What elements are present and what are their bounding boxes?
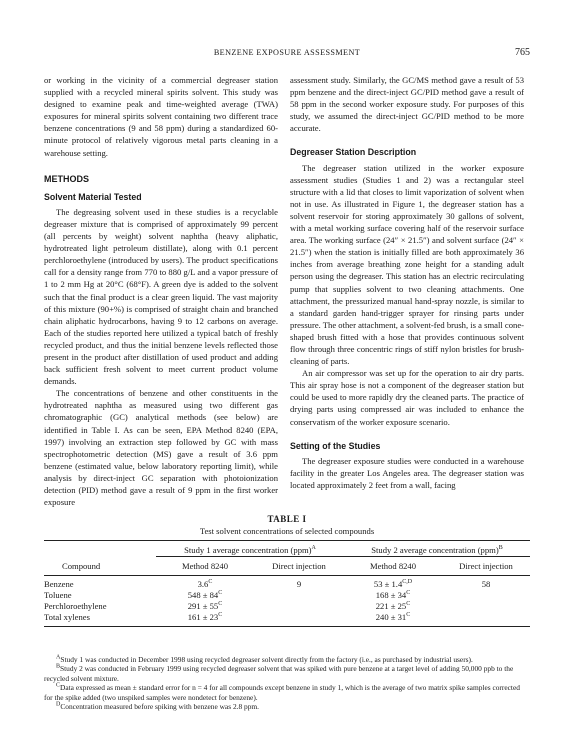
station-paragraph-1: The degreaser station utilized in the worker exposure assessment studies (Studies 1 and 2) was a rectangular steel structure with a lid that closes to limit vaporization of solvent when not in use. As illustrated in Figure 1, the degreaser station has a solvent reservoir for storing approximately 30 gallons of solvent, with a metal working surface covering half of the reservoir surface area. The working surface (24″ × 21.5″) and solvent surface (24″ × 21.5″) when the station is initially filled are both approximately 36 inches from average breathing zone height for a standing adult person using the degreaser. This station has an electric recirculating pump that supplies solvent to two cleaning attachments. One attachment, the pressurized manual hand-spray nozzle, is similar to a standard garden hand-trigger sprayer for rinsing parts under pressure. The other attachment, a solvent-fed brush, is a small cone-shaped brush fitted with a hose that provides continuous solvent flow through three concentric rings of stiff nylon bristles for brush-cleaning of parts. — [290, 162, 524, 367]
right-column — [290, 74, 524, 491]
table-caption: Test solvent concentrations of selected compounds — [199, 526, 375, 536]
study2-group-header: Study 2 average concentration (ppm)$^B$ — [344, 541, 530, 557]
concentration-table — [44, 540, 530, 627]
compound-header: Compound — [62, 560, 101, 571]
row-s2-method: $221 \pm 25^C$ — [375, 601, 411, 611]
row-s2-method: $168 \pm 34^C$ — [375, 590, 411, 600]
footnote-d: $^D$Concentration measured before spiking with benzene was 2.8 ppm. — [56, 701, 260, 712]
station-paragraph-2: An air compressor was set up for the operation to air dry parts. This air spray hose is not a component of the degreaser station but could be used to more rapidly dry the cleaned parts. The practice of drying parts using compressed air was included to enhance the conservatism of the worker exposure scenario. — [290, 368, 524, 427]
solvent-heading: Solvent Material Tested — [44, 191, 142, 202]
left-column — [44, 74, 278, 508]
solvent-paragraph-1: The degreasing solvent used in these studies is a recyclable degreaser mixture that is comprised of approximately 99 percent (all percents by weight) solvent naphtha (heavy aliphatic, hydrotreated light petroleum distillate), along with 0.1 percent perchloroethylene (introduced by users). The product specifications call for a density range from 770 to 880 g/L and a vapor pressure of 1 to 2 mm Hg at 20°C (68°F). A green dye is added to the solvent such that the final product is a clear green liquid. The vast majority of this mixture (90+%) is comprised of straight chain and branched chain aliphatic hydrocarbons, having 9 to 12 carbons on average. Each of the studies reported here utilized a typical batch of freshly recycled product, and thus the initial benzene levels reflected those present in the product after distillation of used product and adding back sufficient fresh solvent to meet current product volume demands. — [44, 206, 278, 387]
methods-heading: METHODS — [44, 173, 89, 184]
row-s1-method: $548 \pm 84^C$ — [187, 590, 223, 600]
row-s2-method: $240 \pm 31^C$ — [375, 612, 411, 622]
s2-method-header: Method 8240 — [369, 561, 417, 571]
row-s2-direct — [442, 601, 530, 612]
table-row — [44, 601, 530, 612]
setting-heading: Setting of the Studies — [290, 440, 381, 451]
station-heading: Degreaser Station Description — [290, 147, 417, 158]
row-s1-method: $161 \pm 23^C$ — [187, 612, 223, 622]
s1-direct-header: Direct injection — [272, 561, 326, 571]
solvent-paragraph-2: The concentrations of benzene and other constituents in the hydrotreated naphtha as measured using two different gas chromatographic (GC) analytical methods (see below) are identified in Table I. As can be seen, EPA Method 8240 (EPA, 1997) involving an extraction step followed by GC with mass spectrophotometric detection (MS) gave a result of 3.6 ppm benzene (estimated value, below laboratory reporting limit), while analysis by direct-inject GC separation with photoionization detection (PID) method gave a result of 9 ppm in the first worker exposure — [44, 388, 278, 508]
footnote-b: $^B$Study 2 was conducted in February 1999 using recycled degreaser solvent that was spiked with pure benzene at a target level of adding 50,000 ppb to the recycled solvent mixture. — [44, 663, 514, 683]
row-s2-direct: 58 — [481, 579, 491, 589]
row-compound: Perchloroethylene — [44, 601, 107, 611]
row-s1-direct — [254, 612, 344, 627]
s1-method-header: Method 8240 — [181, 561, 229, 571]
s2-direct-header: Direct injection — [459, 561, 513, 571]
row-s1-direct — [254, 590, 344, 601]
study1-group-header: Study 1 average concentration (ppm)$^A$ — [156, 541, 344, 557]
footnote-c: $^C$Data expressed as mean ± standard error for n = 4 for all compounds except benzene in study 1, which is the average of two matrix spike samples corrected for the spike added (two unspiked samples were nondetect for benzene). — [44, 682, 520, 702]
row-s1-method: $3.6^C$ — [197, 579, 213, 589]
row-compound: Benzene — [44, 579, 74, 589]
row-s2-method: $53 \pm 1.4^{C,D}$ — [373, 579, 413, 589]
table-row — [44, 576, 530, 591]
table-row — [44, 590, 530, 601]
row-compound: Toluene — [44, 590, 72, 600]
page-number: 765 — [515, 47, 530, 58]
row-s1-direct — [254, 601, 344, 612]
table-title: TABLE I — [267, 514, 307, 524]
page-header — [44, 48, 530, 62]
row-s1-method: $291 \pm 55^C$ — [187, 601, 223, 611]
running-head: BENZENE EXPOSURE ASSESSMENT — [213, 48, 361, 57]
continued-paragraph: assessment study. Similarly, the GC/MS method gave a result of 53 ppm benzene and the direct-inject GC/PID method gave a result of 58 ppm in the second worker exposure study. For purposes of this study, we assumed the direct-inject GC/PID method to be more accurate. — [290, 75, 524, 134]
row-s1-direct: 9 — [296, 579, 302, 589]
footnote-a: $^A$Study 1 was conducted in December 1998 using recycled degreaser solvent directly from the factory (i.e., as purchased by industrial users). — [56, 654, 473, 664]
row-s2-direct — [442, 612, 530, 627]
table-footnotes — [44, 655, 530, 711]
row-s2-direct — [442, 590, 530, 601]
setting-paragraph: The degreaser exposure studies were conducted in a warehouse facility in the greater Los Angeles area. The degreaser station was located approximately 2 feet from a wall, facing — [290, 455, 524, 490]
table-row — [44, 612, 530, 627]
table-1 — [44, 514, 530, 627]
intro-paragraph: or working in the vicinity of a commercial degreaser station supplied with a recycled mineral spirits solvent. This study was designed to examine peak and time-weighted average (TWA) exposures for mineral spirits solvent containing two different trace benzene concentrations (9 and 58 ppm) during a standardized 60-minute protocol of relatively vigorous metal parts cleaning in a warehouse setting. — [44, 75, 278, 158]
row-compound: Total xylenes — [44, 612, 90, 622]
